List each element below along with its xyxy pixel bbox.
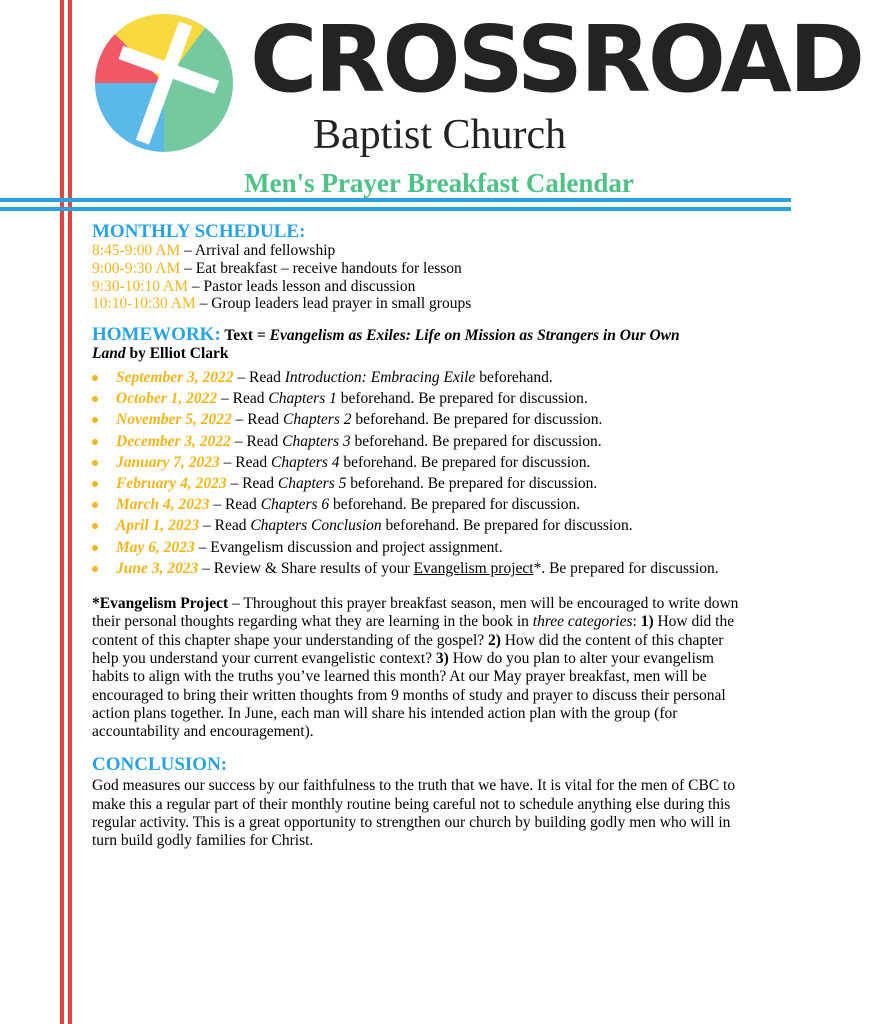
list-item: January 7, 2023 – Read Chapters 4 beforehand. Be prepared for discussion. — [92, 452, 752, 473]
evangelism-project-paragraph: *Evangelism Project – Throughout this prayer breakfast season, men will be encouraged to write down their personal thoughts regarding what they are learning in the book in three categories: 1) How did the content of this chapter shape your understanding of the gospel? 2) How did the content of this chapter help you understand your current evangelistic context? 3) How do you plan to alter your evangelism habits to align with the truths you’ve learned this month? At our May prayer breakfast, men will be encouraged to bring their written thoughts from 9 months of study and prayer to discuss their personal action plans together. In June, each man will share his intended action plan with the group (for accountability and encouragement). — [92, 595, 739, 741]
list-item: May 6, 2023 – Evangelism discussion and project assignment. — [92, 537, 752, 558]
cross-logo-icon — [95, 14, 233, 152]
list-item: September 3, 2022 – Read Introduction: Embracing Exile beforehand. — [92, 367, 752, 388]
bullet-icon — [92, 566, 98, 572]
reading-list — [92, 367, 752, 579]
list-item: March 4, 2023 – Read Chapters 6 beforehand. Be prepared for discussion. — [92, 494, 752, 515]
bullet-icon — [92, 439, 98, 445]
bullet-icon — [92, 481, 98, 487]
homework-heading: HOMEWORK: — [92, 324, 221, 346]
schedule-item: 9:30-10:10 AM – Pastor leads lesson and discussion — [92, 277, 416, 295]
schedule-item: 9:00-9:30 AM – Eat breakfast – receive handouts for lesson — [92, 259, 462, 277]
bullet-icon — [92, 523, 98, 529]
bullet-icon — [92, 460, 98, 466]
church-name-wordmark: CROSSROAD — [250, 6, 863, 113]
left-red-line-2 — [68, 0, 72, 1024]
blue-rule-2 — [0, 207, 791, 211]
list-item: November 5, 2022 – Read Chapters 2 beforehand. Be prepared for discussion. — [92, 409, 752, 430]
bullet-icon — [92, 545, 98, 551]
conclusion-section — [92, 755, 752, 850]
book-title: Evangelism as Exiles: Life on Mission as Strangers in Our Own — [269, 327, 680, 345]
conclusion-text: God measures our success by our faithfulness to the truth that we have. It is vital for the men of CBC to make this a regular part of their monthly routine being careful not to schedule anything else during this regular activity. This is a great opportunity to strengthen our church by building godly men who will in turn build godly families for Christ. — [92, 777, 736, 850]
bullet-icon — [92, 417, 98, 423]
schedule-item: 10:10-10:30 AM – Group leaders lead prayer in small groups — [92, 295, 472, 313]
bullet-icon — [92, 396, 98, 402]
conclusion-heading: CONCLUSION: — [92, 754, 228, 776]
document-body — [92, 222, 752, 851]
list-item: June 3, 2023 – Review & Share results of your Evangelism project*. Be prepared for discussion. — [92, 558, 752, 579]
schedule-item: 8:45-9:00 AM – Arrival and fellowship — [92, 242, 336, 259]
list-item: April 1, 2023 – Read Chapters Conclusion beforehand. Be prepared for discussion. — [92, 515, 752, 536]
church-name-subtitle: Baptist Church — [313, 112, 567, 158]
page-title: Men's Prayer Breakfast Calendar — [244, 168, 634, 198]
homework-section — [92, 325, 752, 579]
evangelism-project-link-text: Evangelism project — [413, 559, 534, 577]
list-item: February 4, 2023 – Read Chapters 5 beforehand. Be prepared for discussion. — [92, 473, 752, 494]
homework-header: HOMEWORK: Text = Evangelism as Exiles: Life on Mission as Strangers in Our Own Land by Elliot Clark — [92, 324, 680, 363]
bullet-icon — [92, 502, 98, 508]
bullet-icon — [92, 375, 98, 381]
left-red-line-1 — [60, 0, 64, 1024]
monthly-schedule-section — [92, 222, 752, 313]
list-item: December 3, 2022 – Read Chapters 3 beforehand. Be prepared for discussion. — [92, 431, 752, 452]
schedule-heading: MONTHLY SCHEDULE: — [92, 221, 306, 242]
list-item: October 1, 2022 – Read Chapters 1 beforehand. Be prepared for discussion. — [92, 388, 752, 409]
book-author: by Elliot Clark — [125, 345, 229, 363]
